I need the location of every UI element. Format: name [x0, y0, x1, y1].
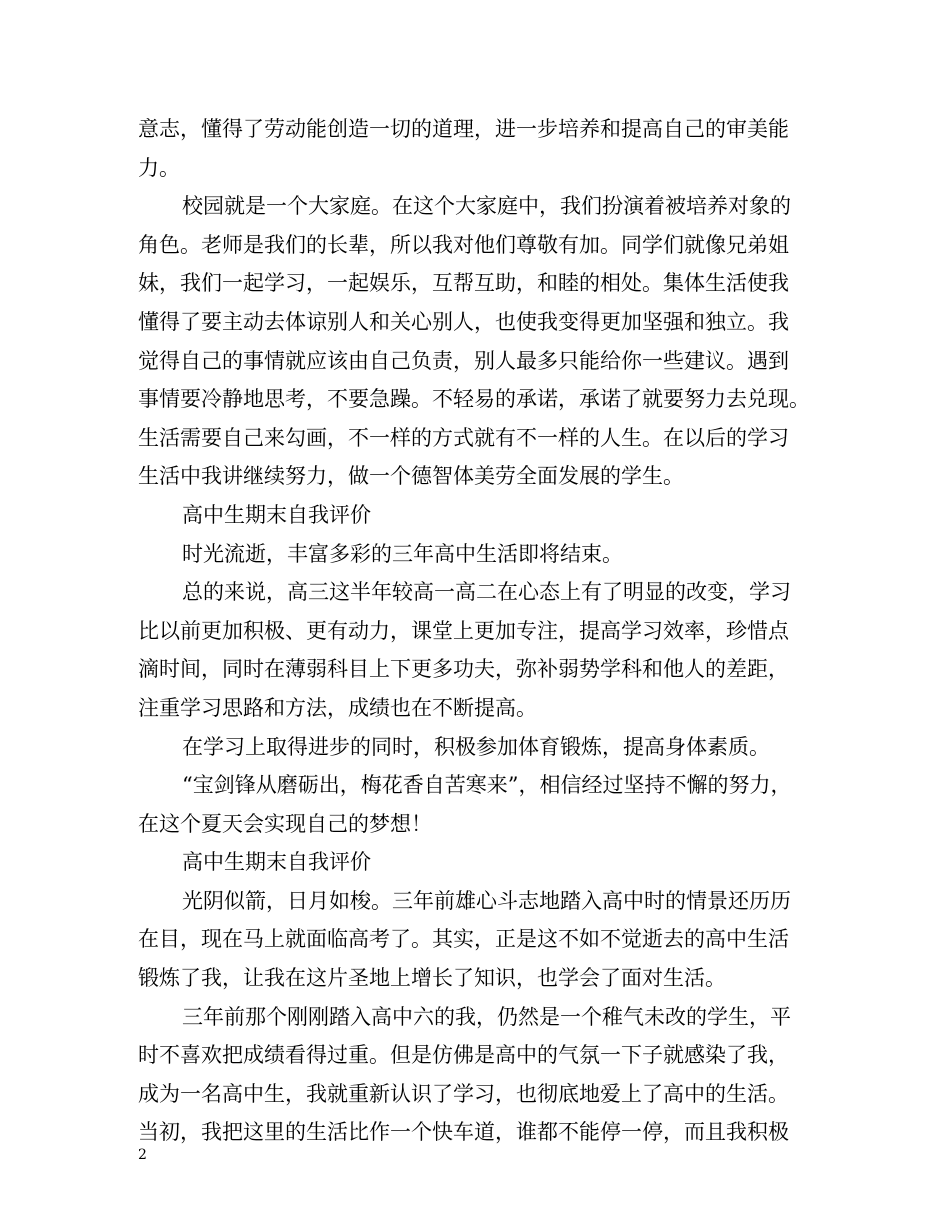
text-line: 锻炼了我，让我在这片圣地上增长了知识，也学会了面对生活。 [138, 966, 726, 991]
paragraph [138, 843, 828, 882]
paragraph [138, 535, 828, 574]
text-line: 注重学习思路和方法，成绩也在不断提高。 [138, 695, 537, 720]
paragraph [138, 998, 828, 1152]
paragraph [138, 496, 828, 535]
paragraph [138, 187, 828, 496]
document-body [138, 110, 828, 1152]
text-line: 角色。老师是我们的长辈，所以我对他们尊敬有加。同学们就像兄弟姐 [138, 232, 789, 257]
text-line: 当初，我把这里的生活比作一个快车道，谁都不能停一停，而且我积极 [138, 1120, 789, 1145]
paragraph [138, 766, 828, 843]
text-line: 比以前更加积极、更有动力，课堂上更加专注，提高学习效率，珍惜点 [138, 618, 789, 643]
page-number: 2 [138, 1147, 147, 1163]
text-line: 校园就是一个大家庭。在这个大家庭中，我们扮演着被培养对象的 [182, 194, 791, 219]
text-line: 生活中我讲继续努力，做一个德智体美劳全面发展的学生。 [138, 464, 684, 489]
paragraph [138, 882, 828, 998]
text-line: 意志，懂得了劳动能创造一切的道理，进一步培养和提高自己的审美能 [138, 117, 789, 141]
text-line: 成为一名高中生，我就重新认识了学习，也彻底地爱上了高中的生活。 [138, 1081, 789, 1106]
text-line: 滴时间，同时在薄弱科目上下更多功夫，弥补弱势学科和他人的差距， [138, 657, 789, 682]
text-line: 事情要冷静地思考，不要急躁。不轻易的承诺，承诺了就要努力去兑现。 [138, 387, 810, 412]
paragraph [138, 728, 828, 767]
text-line: 在这个夏天会实现自己的梦想！ [138, 811, 432, 836]
paragraph [138, 110, 828, 187]
text-line: 生活需要自己来勾画，不一样的方式就有不一样的人生。在以后的学习 [138, 425, 789, 450]
paragraph [138, 573, 828, 727]
text-line: 光阴似箭，日月如梭。三年前雄心斗志地踏入高中时的情景还历历 [182, 888, 791, 913]
text-line: 力。 [138, 155, 180, 180]
text-line: 妹，我们一起学习，一起娱乐，互帮互助，和睦的相处。集体生活使我 [138, 271, 789, 296]
text-line: 总的来说，高三这半年较高一高二在心态上有了明显的改变，学习 [182, 580, 791, 605]
text-line: 高中生期末自我评价 [182, 850, 371, 875]
text-line: 懂得了要主动去体谅别人和关心别人，也使我变得更加坚强和独立。我 [138, 309, 789, 334]
text-line: 觉得自己的事情就应该由自己负责，别人最多只能给你一些建议。遇到 [138, 348, 789, 373]
text-line: 高中生期末自我评价 [182, 502, 371, 527]
text-line: 时不喜欢把成绩看得过重。但是仿佛是高中的气氛一下子就感染了我， [138, 1043, 789, 1068]
text-line: 在学习上取得进步的同时，积极参加体育锻炼，提高身体素质。 [182, 734, 770, 759]
text-line: 时光流逝，丰富多彩的三年高中生活即将结束。 [182, 541, 623, 566]
text-line: “宝剑锋从磨砺出，梅花香自苦寒来”，相信经过坚持不懈的努力， [182, 773, 792, 798]
text-line: 三年前那个刚刚踏入高中六的我，仍然是一个稚气未改的学生，平 [182, 1004, 791, 1029]
text-line: 在目，现在马上就面临高考了。其实，正是这不如不觉逝去的高中生活 [138, 927, 789, 952]
